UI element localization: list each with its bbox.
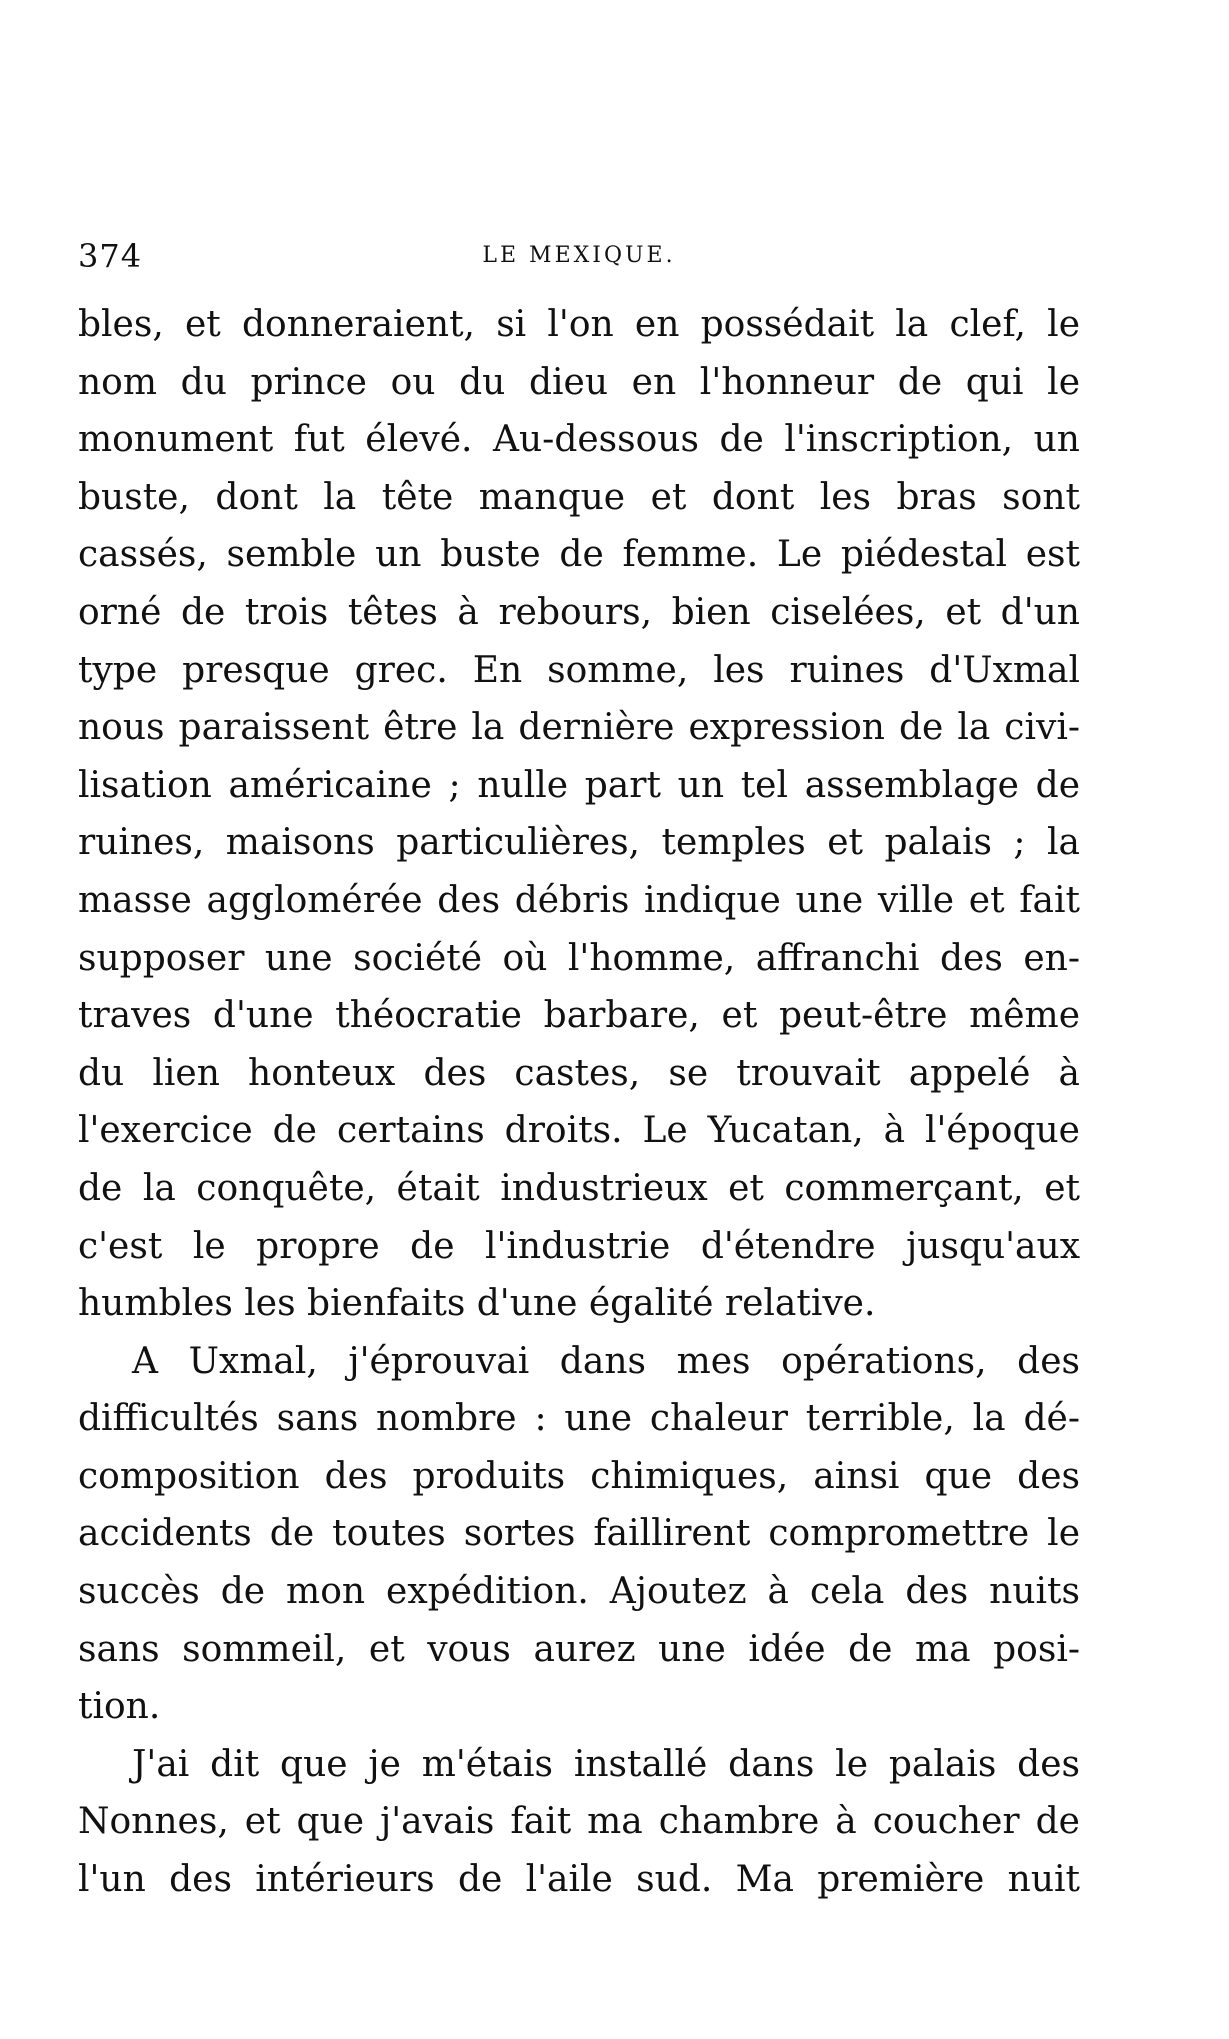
text-line: sans sommeil, et vous aurez une idée de ma posi- bbox=[78, 1628, 1080, 1670]
text-line: difficultés sans nombre : une chaleur terrible, la dé- bbox=[78, 1398, 1080, 1440]
text-line: orné de trois têtes à rebours, bien ciselées, et d'un bbox=[78, 591, 1080, 633]
text-line: monument fut élevé. Au-dessous de l'inscription, un bbox=[78, 419, 1080, 461]
text-line: ruines, maisons particulières, temples et palais ; la bbox=[78, 822, 1080, 864]
text-line: supposer une société où l'homme, affranchi des en- bbox=[78, 937, 1080, 979]
text-line: type presque grec. En somme, les ruines d'Uxmal bbox=[78, 649, 1080, 691]
text-line: nom du prince ou du dieu en l'honneur de qui le bbox=[78, 361, 1080, 403]
text-line: accidents de toutes sortes faillirent compromettre le bbox=[78, 1513, 1080, 1555]
text-line: du lien honteux des castes, se trouvait appelé à bbox=[78, 1052, 1080, 1094]
text-line: l'exercice de certains droits. Le Yucatan, à l'époque bbox=[78, 1110, 1080, 1152]
text-line: buste, dont la tête manque et dont les bras sont bbox=[78, 476, 1080, 518]
text-line: traves d'une théocratie barbare, et peut-être même bbox=[78, 995, 1080, 1037]
text-line: humbles les bienfaits d'une égalité relative. bbox=[78, 1283, 876, 1325]
text-line: l'un des intérieurs de l'aile sud. Ma première nuit bbox=[78, 1859, 1080, 1901]
text-line: Nonnes, et que j'avais fait ma chambre à coucher de bbox=[78, 1801, 1080, 1843]
page-number: 374 bbox=[78, 237, 143, 275]
paragraph-start-line: A Uxmal, j'éprouvai dans mes opérations, des bbox=[132, 1340, 1080, 1382]
text-line: c'est le propre de l'industrie d'étendre jusqu'aux bbox=[78, 1225, 1080, 1267]
text-line: composition des produits chimiques, ainsi que des bbox=[78, 1455, 1080, 1497]
paragraph-start-line: J'ai dit que je m'étais installé dans le palais des bbox=[132, 1743, 1080, 1785]
text-line: bles, et donneraient, si l'on en possédait la clef, le bbox=[78, 304, 1080, 345]
page-header bbox=[78, 238, 1080, 274]
text-line: cassés, semble un buste de femme. Le piédestal est bbox=[78, 534, 1080, 576]
body-text bbox=[78, 296, 1080, 1909]
text-line: masse agglomérée des débris indique une ville et fait bbox=[78, 879, 1080, 921]
text-line: de la conquête, était industrieux et commerçant, et bbox=[78, 1167, 1080, 1209]
text-line: lisation américaine ; nulle part un tel assemblage de bbox=[78, 764, 1080, 806]
text-line: tion. bbox=[78, 1686, 161, 1728]
running-title: LE MEXIQUE. bbox=[482, 243, 676, 268]
text-line: nous paraissent être la dernière expression de la civi- bbox=[78, 707, 1080, 749]
text-line: succès de mon expédition. Ajoutez à cela des nuits bbox=[78, 1571, 1080, 1613]
